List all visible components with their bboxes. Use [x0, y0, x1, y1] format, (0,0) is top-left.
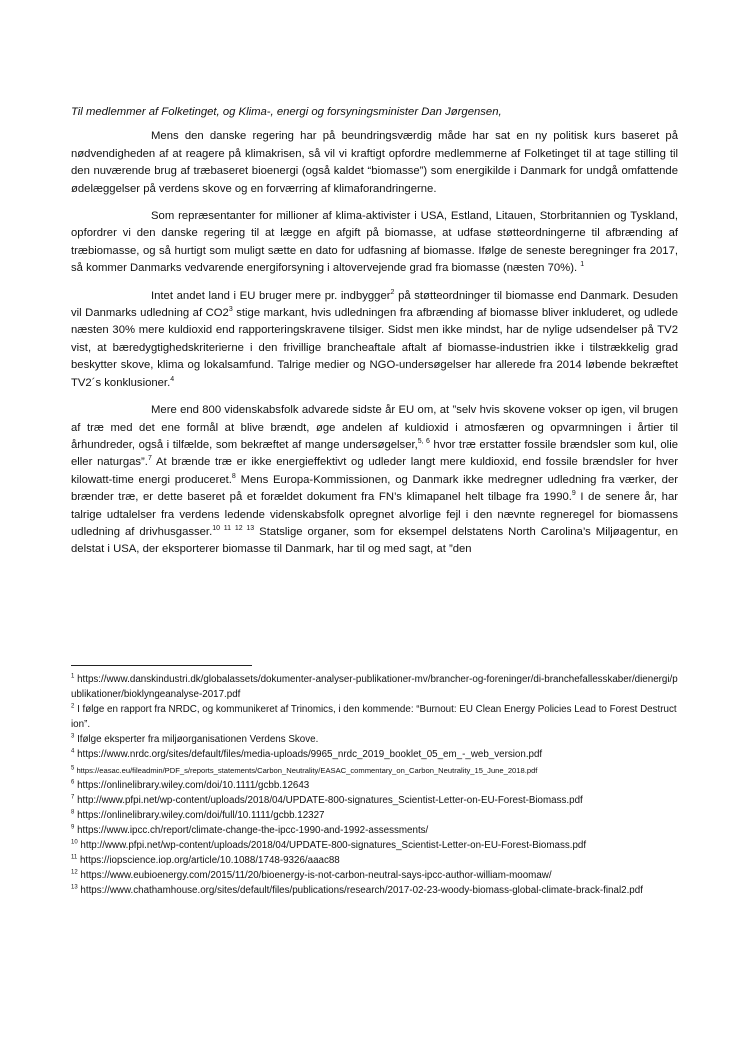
letter-body: [71, 104, 678, 569]
footnote-number: 1: [71, 673, 75, 680]
footnote-10: [71, 838, 678, 853]
paragraph-3: [71, 288, 678, 392]
paragraph-3-text-c: stige markant, hvis udledningen fra afbrænding af biomasse bliver inkluderet, og udlede næsten 30% mere kuldioxid end rapporteringskravene tilsiger. Sidst men ikke mindst, har de nylige udsendelser på TV2 vist, at bæredygtighedskriterierne i den frivillige brancheaftale aftalt af biomasse-industrien ikke i tilstrækkelig grad beskytter skove, klima og lokalsamfund. Talrige medier og NGO-undersøgelser har allerede fra 2014 løbende bekræftet TV2´s konklusioner.: [71, 307, 678, 389]
footnote-4: [71, 747, 678, 762]
footnote-11: [71, 853, 678, 868]
paragraph-4-text-b: hvor træ erstatter fossile brændsler som kul, olie eller naturgas”.: [71, 438, 678, 469]
footnote-text: https://www.nrdc.org/sites/default/files/media-uploads/9965_nrdc_2019_booklet_05_em_-_web_version.pdf: [74, 749, 543, 761]
footnote-number: 13: [71, 885, 78, 892]
footnote-text: http://www.pfpi.net/wp-content/uploads/2018/04/UPDATE-800-signatures_Scientist-Letter-on-EU-Forest-Biomass.pdf: [77, 840, 587, 852]
footnote-text: https://onlinelibrary.wiley.com/doi/10.1111/gcbb.12643: [74, 779, 310, 791]
footnote-2: [71, 702, 678, 732]
paragraph-1-text: Mens den danske regering har på beundringsværdig måde har sat en ny politisk kurs baseret på nødvendigheden af at reagere på klimakrisen, så vil vi kraftigt opfordre medlemmerne af Folketinget til at tage stilling til den nuværende brug af træbaseret bioenergi (også kaldet “biomasse”) som energikilde i Danmark for undgå omfattende ødelæggelser på verdens skove og en forværring af klimaforandringerne.: [71, 130, 678, 195]
footnote-number: 3: [71, 734, 75, 741]
footnote-ref-7: 7: [147, 455, 152, 463]
paragraph-4-text-a: Mere end 800 videnskabsfolk advarede sidste år EU om, at ”selv hvis skovene vokser op igen, vil brugen af træ med det ene formål at blive brændt, øge andelen af kuldioxid i atmosfæren og opvarmningen i årtier til århundreder, også i tilfælde, som bekræftet af mange undersøgelser,: [71, 404, 678, 451]
footnote-number: 9: [71, 824, 75, 831]
paragraph-1: [71, 128, 678, 198]
paragraph-4-text-d: Mens Europa-Kommissionen, og Danmark ikke medregner udledning fra værker, der brænder træ, er dette baseret på et forældet dokument fra FN’s klimapanel helt tilbage fra 1990.: [71, 473, 678, 504]
footnote-8: [71, 808, 678, 823]
footnote-12: [71, 868, 678, 883]
footnote-number: 4: [71, 749, 75, 756]
footnote-text: https://www.ipcc.ch/report/climate-change-the-ipcc-1990-and-1992-assessments/: [74, 824, 429, 836]
footnote-text: https://iopscience.iop.org/article/10.1088/1748-9326/aaac88: [77, 855, 340, 867]
footnote-ref-1: 1: [580, 261, 585, 269]
footnote-number: 11: [71, 854, 78, 861]
paragraph-4-text-c: At brænde træ er ikke energieffektivt og udleder langt mere kuldioxid, end fossile brændsler for hver kilowatt-time energi produceret.: [71, 456, 678, 486]
paragraph-2-text: Som repræsentanter for millioner af klima-aktivister i USA, Estland, Litauen, Storbritannien og Tyskland, opfordrer vi den danske regering til at lægge en afgift på biomasse, at udfase støtteordningerne til afbrænding af træbiomasse, og så hurtigt som muligt sætte en dato for udfasning af biomasse. Ifølge de seneste beregninger fra 2017, så kommer Danmarks vedvarende energiforsyning i altovervejende grad fra biomasse (næsten 70%).: [71, 210, 678, 275]
footnote-number: 10: [71, 839, 78, 846]
footnote-1: [71, 672, 678, 702]
footnote-ref-3: 3: [228, 306, 233, 314]
footnote-number: 12: [71, 869, 78, 876]
footnote-ref-9: 9: [571, 490, 576, 498]
footnote-number: 6: [71, 779, 75, 786]
footnote-text: https://www.eubioenergy.com/2015/11/20/bioenergy-is-not-carbon-neutral-says-ipcc-author-william-moomaw/: [77, 870, 552, 882]
paragraph-3-text-b: på støtteordninger til biomasse end Danmark. Desuden vil Danmarks udledning af CO2: [71, 289, 678, 320]
footnote-5: [71, 763, 678, 778]
footnote-13: [71, 883, 678, 898]
footnote-9: [71, 823, 678, 838]
footnote-ref-2: 2: [390, 288, 395, 296]
footnote-text: I følge en rapport fra NRDC, og kommunikeret af Trinomics, i den kommende: “Burnout: EU Clean Energy Policies Lead to Forest Destruction”.: [71, 704, 677, 731]
footnote-text: https://easac.eu/fileadmin/PDF_s/reports_statements/Carbon_Neutrality/EASAC_commentary_on_Carbon_Neutrality_15_June_2018.pdf: [74, 765, 538, 775]
footnotes: [71, 672, 678, 898]
footnote-7: [71, 793, 678, 808]
footnote-number: 7: [71, 794, 75, 801]
paragraph-2: [71, 208, 678, 278]
footnote-separator: [71, 665, 252, 666]
footnote-text: https://www.chathamhouse.org/sites/default/files/publications/research/2017-02-23-woody-biomass-global-climate-brack-final2.pdf: [77, 885, 643, 897]
footnote-ref-5-6: 5, 6: [417, 438, 430, 446]
paragraph-4: [71, 402, 678, 559]
footnote-6: [71, 778, 678, 793]
footnote-number: 5: [71, 765, 75, 772]
footnote-number: 2: [71, 703, 75, 710]
footnote-text: https://www.danskindustri.dk/globalassets/dokumenter-analyser-publikationer-mv/brancher-og-foreninger/di-branchefallesskaber/dienergi/publikationer/bioklyngeanalyse-2017.pdf: [71, 674, 678, 701]
footnote-ref-4: 4: [170, 375, 175, 383]
footnote-number: 8: [71, 809, 75, 816]
paragraph-4-text-e: I de senere år, har talrige udtalelser fra verdens ledende videnskabsfolk opregnet alvorlige fejl i den nævnte regneregel for biomassens udledning af drivhusgasser.: [71, 491, 678, 538]
footnote-ref-8: 8: [231, 472, 236, 480]
paragraph-3-text-a: Intet andet land i EU bruger mere pr. indbygger: [151, 289, 391, 302]
footnote-text: Ifølge eksperter fra miljøorganisationen Verdens Skove.: [74, 734, 319, 746]
footnote-3: [71, 732, 678, 747]
footnote-ref-10-13: 10 11 12 13: [212, 525, 255, 533]
paragraph-4-text-f: Statslige organer, som for eksempel delstatens North Carolina’s Miljøagentur, en delstat i USA, der eksporterer biomasse til Danmark, har til og med sagt, at ”den: [71, 525, 678, 556]
salutation: Til medlemmer af Folketinget, og Klima-, energi og forsyningsminister Dan Jørgensen,: [71, 106, 502, 118]
footnote-text: https://onlinelibrary.wiley.com/doi/full/10.1111/gcbb.12327: [74, 809, 325, 821]
footnote-text: http://www.pfpi.net/wp-content/uploads/2018/04/UPDATE-800-signatures_Scientist-Letter-on-EU-Forest-Biomass.pdf: [74, 794, 583, 806]
